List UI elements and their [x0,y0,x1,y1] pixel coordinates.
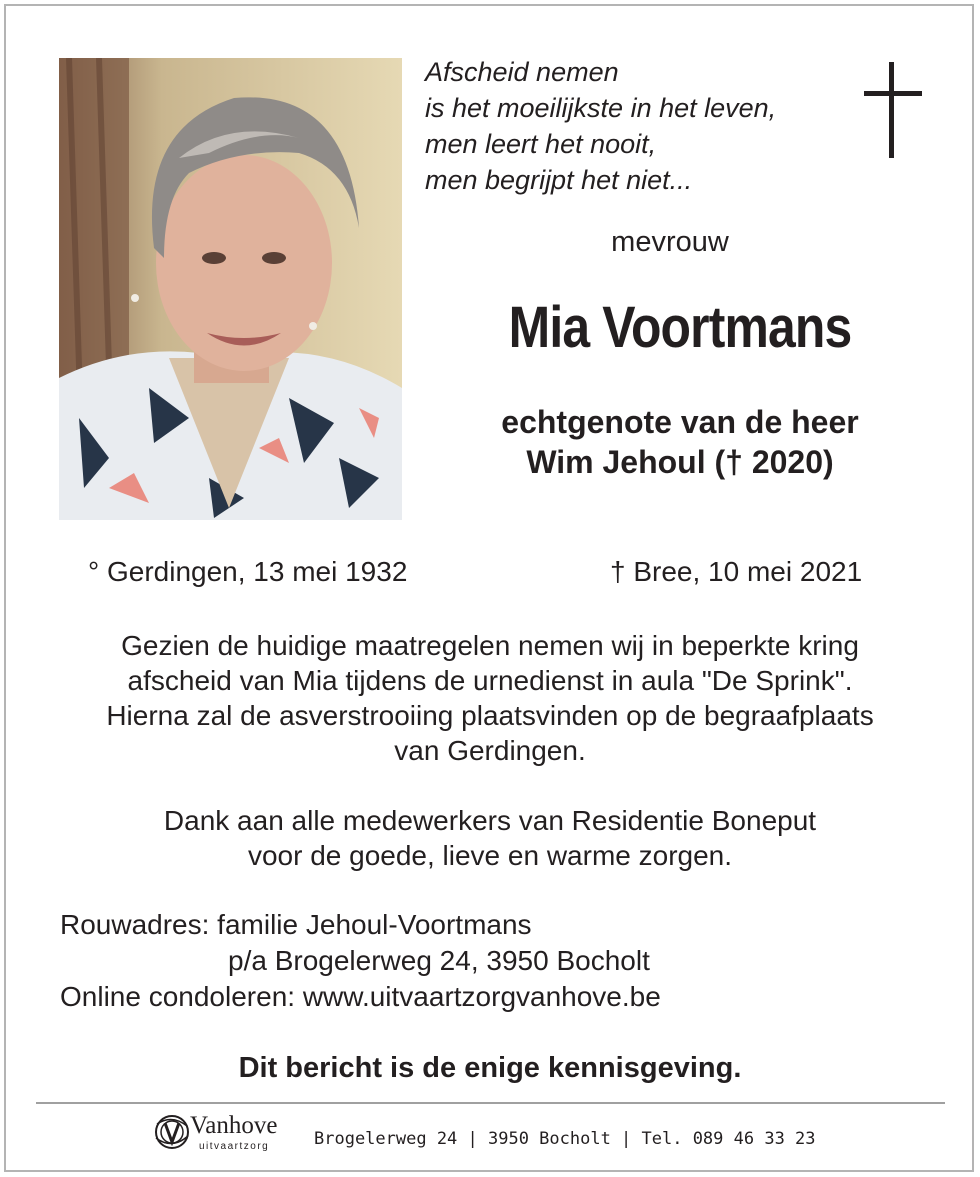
street-address: p/a Brogelerweg 24, 3950 Bocholt [228,945,650,976]
deceased-name: Mia Voortmans [508,295,852,360]
spouse-info [420,402,940,482]
footer-divider [36,1102,945,1104]
death-date: † Bree, 10 mei 2021 [610,556,863,587]
relation-line: echtgenote van de heer [501,404,859,440]
quote-line: Afscheid nemen [425,57,619,87]
quote-line: is het moeilijkste in het leven, [425,93,777,123]
memorial-quote [425,54,776,198]
portrait-photo [59,58,402,520]
ceremony-paragraph [40,628,940,768]
quote-line: men leert het nooit, [425,129,657,159]
quote-line: men begrijpt het niet... [425,165,693,195]
spouse-name: Wim Jehoul († 2020) [526,444,834,480]
notice-statement: Dit bericht is de enige kennisgeving. [238,1052,742,1084]
thanks-line: voor de goede, lieve en warme zorgen. [247,840,733,871]
footer-address: Brogelerweg 24 | 3950 Bocholt | Tel. 089 46 33 23 [314,1129,816,1149]
online-condolence: Online condoleren: www.uitvaartzorgvanhove.be [60,981,661,1012]
brand-name: Vanhove [190,1112,278,1139]
thanks-line: Dank aan alle medewerkers van Residentie Boneput [163,805,817,836]
mourning-address: Rouwadres: familie Jehoul-Voortmans [60,909,532,940]
ceremony-line: van Gerdingen. [394,735,586,766]
cross-icon [864,62,922,158]
brand-subtitle: uitvaartzorg [199,1141,270,1152]
ceremony-line: Gezien de huidige maatregelen nemen wij in beperkte kring [121,630,859,661]
ceremony-line: Hierna zal de asverstrooiing plaatsvinden op de begraafplaats [106,700,874,731]
thanks-paragraph [40,803,940,873]
ceremony-line: afscheid van Mia tijdens de urnedienst in aula "De Sprink". [127,665,853,696]
honorific: mevrouw [611,226,729,258]
birth-date: ° Gerdingen, 13 mei 1932 [88,556,408,587]
vanhove-logo-icon [152,1112,192,1152]
